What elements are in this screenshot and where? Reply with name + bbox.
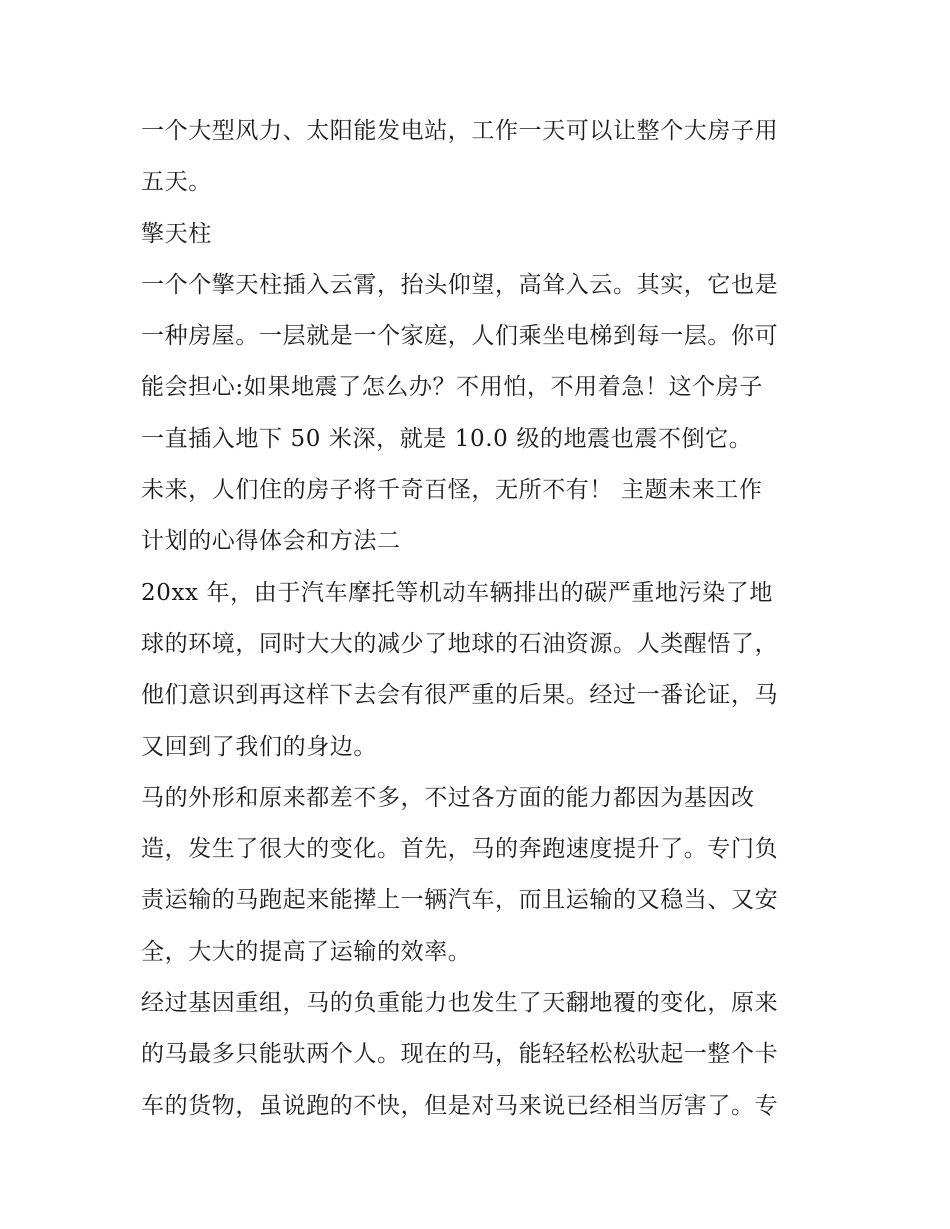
text-line: 经过基因重组，马的负重能力也发生了天翻地覆的变化，原来 [141, 990, 779, 1017]
text-line: 一直插入地下 50 米深，就是 10.0 级的地震也震不倒它。 [141, 425, 753, 452]
text-line: 五天。 [141, 169, 212, 196]
section-heading: 擎天柱 [141, 220, 212, 247]
text-line: 车的货物，虽说跑的不快，但是对马来说已经相当厉害了。专 [141, 1092, 779, 1119]
text-line: 马的外形和原来都差不多，不过各方面的能力都因为基因改 [141, 784, 755, 811]
text-line: 球的环境，同时大大的减少了地球的石油资源。人类醒悟了， [141, 630, 779, 657]
text-line: 20xx 年，由于汽车摩托等机动车辆排出的碳严重地污染了地 [141, 579, 773, 606]
text-line: 未来，人们住的房子将千奇百怪，无所不有！ 主题未来工作 [141, 477, 763, 504]
text-line: 他们意识到再这样下去会有很严重的后果。经过一番论证，马 [141, 682, 779, 709]
text-line: 责运输的马跑起来能撵上一辆汽车，而且运输的又稳当、又安 [141, 887, 779, 914]
section-heading: 计划的心得体会和方法二 [141, 528, 401, 555]
text-line: 一个个擎天柱插入云霄，抬头仰望，高耸入云。其实，它也是 [141, 271, 779, 298]
text-line: 的马最多只能驮两个人。现在的马，能轻轻松松驮起一整个卡 [141, 1041, 779, 1068]
document-body [141, 106, 821, 1132]
text-line: 一个大型风力、太阳能发电站，工作一天可以让整个大房子用 [141, 118, 779, 144]
text-line: 一种房屋。一层就是一个家庭，人们乘坐电梯到每一层。你可 [141, 323, 779, 350]
text-line: 造，发生了很大的变化。首先，马的奔跑速度提升了。专门负 [141, 836, 779, 863]
text-line: 全，大大的提高了运输的效率。 [141, 938, 472, 965]
text-line: 能会担心:如果地震了怎么办？不用怕，不用着急！这个房子 [141, 374, 763, 401]
text-line: 又回到了我们的身边。 [141, 733, 377, 760]
